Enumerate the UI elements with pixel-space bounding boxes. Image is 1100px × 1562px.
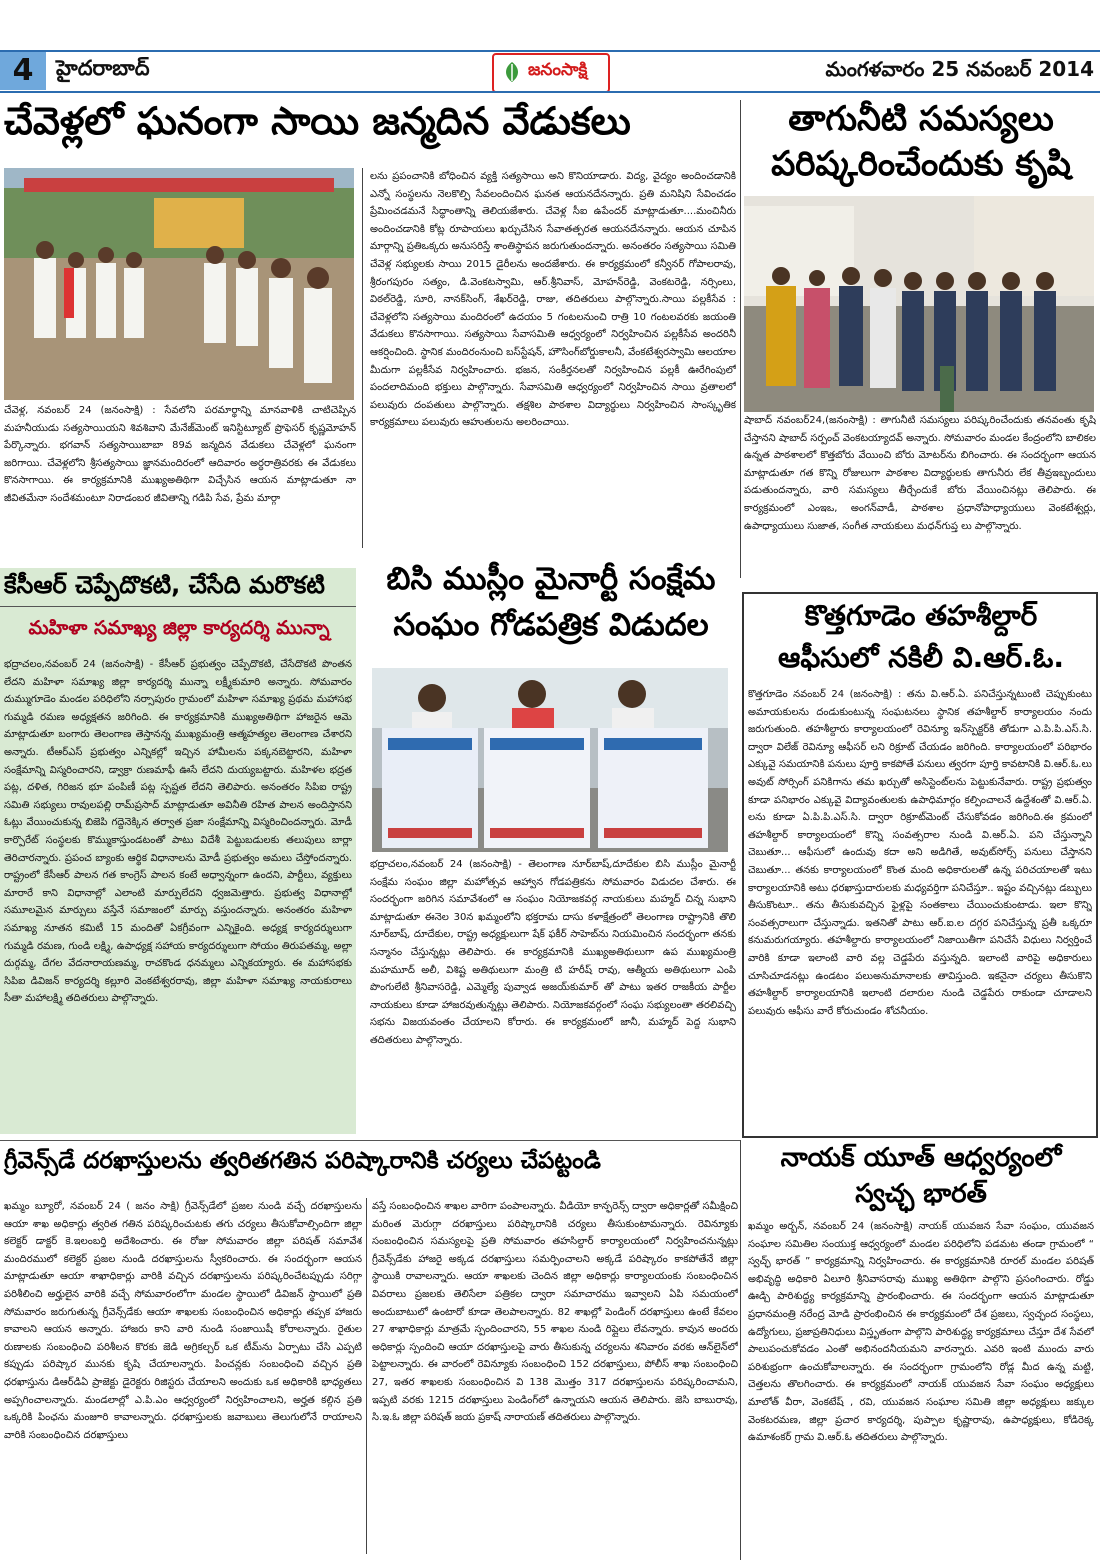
nayak-headline-line-1: నాయక్ యూత్ ఆధ్వర్యంలో [780, 1143, 1062, 1173]
nayak-headline-line-2: స్వచ్ఛ భారత్ [855, 1179, 987, 1209]
leaf-logo-icon [500, 60, 524, 88]
water-headline-line-1: తాగునీటి సమస్యలు [788, 99, 1054, 139]
newspaper-logo [492, 53, 610, 93]
masthead-top-rule [0, 50, 1100, 52]
kcr-subheadline-rule [0, 606, 356, 607]
page-number: 4 [0, 52, 46, 90]
kothagudem-headline-line-2: ఆఫీసులో నకిలీ వి.ఆర్.ఓ. [778, 641, 1064, 674]
grievance-top-rule [0, 1140, 740, 1141]
bc-headline-line-1: బిసి ముస్లీం మైనార్టీ సంక్షేమ [386, 561, 716, 597]
kcr-subheadline: మహిళా సమాఖ్య జిల్లా కార్యదర్శి మున్నా [28, 617, 330, 639]
kothagudem-headline-line-1: కొత్తగూడెం తహశీల్దార్ [804, 599, 1038, 632]
sai-body-left: చేవెళ్ల, నవంబర్ 24 (జనంసాక్షి) : సేవలోని పరమార్థాన్ని మానవాళికి చాటిచెప్పిన మహనీయుడు సత్యసాయియని శివశివాని మేనేజ్‌మెంట్ ఇనిస్టిట్యూట్ ప్రొఫెసర్ కృష్ణమోహన్ పేర్కొన్నారు. భగవాన్ సత్యసాయిబాబా 89వ జన్మదిన వేడుకలు చేవెళ్లలో ఘనంగా జరిగాయి. చేవెళ్లలోని శ్రీసత్యసాయి జ్ఞానమందిరంలో ఆదివారం అర్ధరాత్రివరకు ఈ వేడుకలు కొనసాగాయి. ఈ కార్యక్రమానికి ముఖ్యఅతిథిగా విచ్చేసిన ఆయన మాట్లాడుతూ నా జీవితమేనా సందేశమంటూ నిరాడంబర జీవితాన్ని గడిపి సేవ, ప్రేమ మార్గా [4, 405, 356, 504]
bc-headline-line-2: సంఘం గోడపత్రిక విడుదల [393, 607, 709, 643]
column-divider [740, 100, 741, 578]
column-divider [362, 168, 363, 548]
bc-body: భద్రాచలం,నవంబర్ 24 (జనంసాక్షి) - తెలంగాణ నూర్‌బాష్,దూదేకుల బిసి ముస్లీం మైనార్టీ సంక్షేమ సంఘం జిల్లా మహోత్సవ ఆహ్వాన గోడపత్రికను సోమవారం విడుదల చేశారు. ఈ సందర్భంగా జరిగిన సమావేశంలో ఆ సంఘం నియోజకవర్గ నాయకులు మహ్మద్ చిన్న సుభాని మాట్లాడుతూ ఈనెల 30న ఖమ్మంలోని భక్తరామ దాసు కళాక్షేత్రంలో తెలంగాణ రాష్ట్రానికి తొలి నూర్‌బాష్, దూదేకుల, రాష్ట్ర అధ్యక్షులుగా షేక్ ఫకీర్ సాహెబ్‌ను నియమించిన సందర్భంగా తనకు సన్మానం చేస్తున్నట్లు తెలిపారు. ఈ కార్యక్రమానికి ముఖ్యఅతిథులుగా ఉప ముఖ్యమంత్రి మహమూద్ అలీ, విశిష్ట అతిథులుగా మంత్రి టి హరీష్ రావు, ఆత్మీయ అతిథులుగా ఎంపి పొంగులేటి శ్రీనివాసరెడ్డి, ఎమ్మెల్యే పువ్వాడ అజయ్‌కుమార్ తో పాటు ఇతర రాజకీయ పార్టీల నాయకులు కూడా హాజరవుతున్నట్లు తెలిపారు. నియోజకవర్గంలో సంఘ సభ్యులంతా తరలివచ్చి సభను విజయవంతం చేయాలని కోరారు. ఈ కార్యక్రమంలో జానీ, మహ్మద్ పెద్ద సుభాని తదితరులు పాల్గొన్నారు. [370, 859, 736, 1046]
logo-text: జనంసాక్షి [528, 60, 588, 80]
kcr-body: భద్రాచలం,నవంబర్ 24 (జనంసాక్షి) - కేసీఆర్ ప్రభుత్వం చెప్పేదొకటి, చేసేదొకటి పొంతన లేదని మహిళా సమాఖ్య జిల్లా కార్యదర్శి మున్నా లక్ష్మీకుమారి అన్నారు. సోమవారం దుమ్ముగూడెం మండల పరిధిలోని నర్సాపురం గ్రామంలో మహిళా సమాఖ్య ప్రథమ మహాసభ గుమ్మడి రమణ అధ్యక్షతన జరిగింది. ఈ కార్యక్రమానికి ముఖ్యఅతిథిగా హాజరైన ఆమె మాట్లాడుతూ బంగారు తెలంగాణ తెస్తానన్న ముఖ్యమంత్రి ఆత్మహత్యల తెలంగాణ చేశారని అన్నారు. టీఆర్ఎస్ ప్రభుత్వం ఎన్నికల్లో ఇచ్చిన హామీలను పక్కనబెట్టారని, మహిళా సంక్షేమాన్ని విస్మరించారని, డ్వాక్రా రుణమాఫీ ఊసే లేదని దుయ్యబట్టారు. మహిళల భద్రత పట్ల, దళిత, గిరిజన భూ పంపిణీ పట్ల స్పష్టత లేదని తెలిపారు. అనంతరం సిపిఐ రాష్ట్ర సమితి సభ్యులు రావులపల్లి రామ్‌ప్రసాద్ మాట్లాడుతూ అవినీతి రహిత పాలన అందిస్తానని ఓట్లు వేయించుకున్న బిజెపి గద్దెనెక్కిన తర్వాత ప్రజా సంక్షేమాన్ని విస్మరించిందన్నారు. మోడీ కార్పొరేట్ సంస్థలకు కొమ్ముకాస్తుండటంతో పాటు విదేశీ పెట్టుబడులకు తలుపులు బార్లా తెరిచారన్నారు. ప్రపంచ బ్యాంకు ఆర్థిక విధానాలను మోడీ ప్రభుత్వం అమలు చేస్తోందన్నారు. రాష్ట్రంలో కేసీఆర్ పాలన గత కాంగ్రెస్ పాలన కంటే అధ్వాన్నంగా ఉందని, పార్టీలు, వ్యక్తులు మారారే కాని విధానాల్లో ఎలాంటి మార్పులేదని ధ్వజమెత్తారు. ప్రభుత్వ విధానాల్లో సమూలమైన మార్పులు వస్తేనే సమాజంలో మార్పు వస్తుందన్నారు. అనంతరం మహిళా సమాఖ్య నూతన కమిటీ 15 మందితో ఏకగ్రీవంగా ఎన్నికైంది. అధ్యక్ష కార్యదర్శులుగా గుమ్మడి రమణ, గుండి లక్ష్మి, ఉపాధ్యక్ష సహాయ కార్యదర్శులుగా సోయం తిరుపతమ్మ, అల్లా దుర్గమ్మ, దేగల వేదనారాయణమ్మ, రాచకొండ ధనమ్మలు ఎన్నికయ్యారు. ఈ మహాసభకు సిపిఐ డివిజన్ కార్యదర్శి కల్లూరి వెంకటేశ్వరరావు, జిల్లా మహిళా సమాఖ్య నాయకురాలు సీతా మహాలక్ష్మి తదితరులు పాల్గొన్నారు. [4, 659, 352, 1005]
grievance-headline: గ్రీవెన్స్‌డే దరఖాస్తులను త్వరితగతిన పరిష్కారానికి చర్యలు చేపట్టండి [4, 1148, 601, 1174]
water-headline-line-2: పరిష్కరించేందుకు కృషి [771, 144, 1071, 184]
grievance-body-mid: వస్తే సంబంధించిన శాఖల వారిగా పంపాలన్నారు. వీడియో కాన్ఫరెన్స్ ద్వారా అధికార్లతో సమీక్షించి మరింత మెరుగ్గా దరఖాస్తులు పరిష్కారానికి చర్యలు తీసుకుంటామన్నారు. రెవిన్యూకు సంబంధించిన సమస్యలపై ప్రతి సోమవారం తహసిల్దార్ కార్యాలయంలో నిర్వహించనున్నట్లు గ్రీవెన్స్‌డేకు హాజరై అక్కడ దరఖాస్తులు సమర్పించాలని అక్కడే పరిష్కారం కాకపోతేనే జిల్లా స్థాయికి రావాలన్నారు. ఆయా శాఖలకు చెందిన జిల్లా అధికార్లు కార్యాలయంకు సంబంధించిన వివరాలు ప్రజలకు తెలిసేలా పత్రికల ద్వారా సమాచారము ఇవ్వాలని ఏపి సమయంలో అందుబాటులో ఉంటారో కూడా తెలపాలన్నారు. 82 శాఖల్లో పెండింగ్ దరఖాస్తులు ఉంటే కేవలం 27 శాఖాధికార్లు మాత్రమే స్పందించారని, 55 శాఖల నుండి రిప్లైలు లేవన్నారు. కావున అందరు అధికార్లు స్పందించి ఆయా దరఖాస్తులపై వారు తీసుకున్న చర్యలను శనివారం వరకు ఆన్‌లైన్‌లో పెట్టాలన్నారు. ఈ వారంలో రెవిన్యూకు సంబంధించి 152 దరఖాస్తులు, పోలీస్ శాఖ సంబంధించి 27, ఇతర శాఖలకు సంబంధించిన వి 138 మొత్తం 317 దరఖాస్తులను పరిష్కరించామని, ఇప్పటి వరకు 1215 దరఖాస్తులు పెండింగ్‌లో ఉన్నాయని ఆయన తెలిపారు. జెసి బాబురావు, సి.ఇ.ఓ జిల్లా పరిషత్ జయ ప్రకాష్ నారాయణ్ తదితరులు పాల్గొన్నారు. [372, 1201, 738, 1424]
issue-date: మంగళవారం 25 నవంబర్ 2014 [825, 57, 1094, 81]
kothagudem-body: కొత్తగూడెం నవంబర్ 24 (జనంసాక్షి) : తను వి.ఆర్.ఏ. పనిచేస్తున్నటుంటి చెప్పుకుంటు అమాయకులను దండుకుంటున్న సంఘటనలు స్థానిక తహశీల్దార్ కార్యాలయం నందు జరుగుతుంది. తహశీల్దారు కార్యాలయంలో రెవిన్యూ ఇన్‌స్పెక్టర్‌కి తోడుగా ఎ.పి.పి.ఎస్.సి. ద్వారా విలేజ్ రెవిన్యూ ఆఫీసర్ లని రిక్రూట్ చేయడం జరిగింది. కార్యాలయంలో పరిభారం ఎక్కువై సమయానికి పనులు పూర్తి కాకపోతే పనులు త్వరగా పూర్తి కావటానికి వి.ఆర్.ఓ.లు అవుట్ సోర్సింగ్ పనికిగాను తమ ఖర్చుతో అసిస్టెంట్‌లను పెట్టుకునేవారు. రాష్ట్ర ప్రభుత్వం కూడా పనిభారం ఎక్కువై విద్యావంతులకు ఉపాధిమార్గం కల్పించాలనే ఉద్దేశంతో వి.ఆర్.ఏ. లను కూడా ఏ.పి.పి.ఎస్.సి. ద్వారా రిక్రూట్‌మెంట్ చేసుకోవడం జరిగింది.ఈ క్రమంలో తహశీల్దార్ కార్యాలయంలో కొన్ని సంవత్సరాల నుండి వి.ఆర్.ఏ. పని చేస్తున్నాని చెబుతూ... ఆఫీసులో ఉందువు కదా అని అడిగితే, అవుట్‌సోర్స్ పనులు చేస్తానని చెబుతూ... తనకు కార్యాలయంలో కొంత మంది అధికారులతో ఉన్న పరిచయాలతో ఇటు కార్యాలయానికి అటు ధరఖాస్తుదారులకు మధ్యవర్తిగా పనిచేస్తూ.. ఇష్టం వచ్చినట్లు డబ్బులు తీసుకొంటూ.. తను తీసుకువచ్చిన ఫైళ్లపై సంతకాలు చేయించుకుంటాడు. ఇలా కొన్ని సంవత్సరాలుగా చేస్తున్నాడు. ఇతనితో పాటు ఆర్.ఐ.ల దగ్గర పనిచేస్తున్న ప్రతీ ఒక్కరూ కనుమరుగయ్యారు. తహశీల్దారు కార్యాలయంలో నిజాయితీగా పనిచేసే విధులు నిర్వర్తించే వారికి కూడా ఇలాంటి వారి వల్ల చెడ్డపేరు వస్తున్నది. ఇలాంటి వారిపై అధికారులు చూసిచూడనట్లు ఉండటం పలుఅనుమానాలకు తావిస్తుంది. ఇకనైనా చర్యలు తీసుకొని తహశీల్దార్ కార్యాలయానికి ఇలాంటి దలారుల నుండి చెడ్డపేరు రాకుండా చూడాలని పలువురు ఆఫీసు వారే కోరుచుండం శోచనీయం. [748, 689, 1092, 1017]
nayak-body: ఖమ్మం అర్బన్, నవంబర్ 24 (జనంసాక్షి) నాయక్ యువజన సేవా సంఘం, యువజన సంఘాల సమితిల సంయుక్త ఆధ్వర్యంలో మండల పరిధిలోని పడమట తండా గ్రామంలో “ స్వచ్ఛ్ భారత్ ” కార్యక్రమాన్ని నిర్వహించారు. ఈ కార్యక్రమానికి రూరల్ మండల పరిషత్ అభివృద్ధి అధికారి ఏలూరి శ్రీనివాసరావు ముఖ్య అతిథిగా పాల్గొని ప్రసంగించారు. రోడ్డు ఊడ్చి పారిశుద్ధ్య కార్యక్రమాన్ని ప్రారంభించారు. ఈ సందర్భంగా ఆయన మాట్లాడుతూ ప్రధానమంత్రి నరేంద్ర మోడి ప్రారంభించిన ఈ కార్యక్రమంలో దేశ ప్రజలు, స్వచ్ఛంద సంస్థలు, ఉద్యోగులు, ప్రజాప్రతినిధులు విస్తృతంగా పాల్గొని పారిశుద్ధ్య కార్యక్రమాలు చేస్తూ దేశ సేవలో పాలుపంచుకోవడం ఎంతో అభినందనీయమని వారన్నారు. ఎవరి ఇంటి ముందు వారు పరిశుభ్రంగా ఉంచుకోవాలన్నారు. ఈ సందర్భంగా గ్రామంలోని రోడ్ల మీద ఉన్న మట్టి, చెత్తలను తొలగించారు. ఈ కార్యక్రమంలో నాయక్ యువజన సేవా సంఘం అధ్యక్షులు మాలోత్ వీరా, వెంకటేష్ , రవి, యువజన సంఘాల సమితి జిల్లా అధ్యక్షులు జక్కుల వెంకటరమణ, జిల్లా ప్రచార కార్యదర్శి, పుప్పాల కృష్ణారావు, ఉపాధ్యక్షులు, కోడిరెక్క ఉమాశంకర్ గ్రామ వి.ఆర్.ఓ తదితరులు పాల్గొన్నారు. [748, 1221, 1094, 1444]
water-borewell-photo [744, 196, 1094, 412]
edition-city: హైదరాబాద్ [56, 56, 150, 80]
sai-headline: చేవెళ్లలో ఘనంగా సాయి జన్మదిన వేడుకలు [4, 99, 631, 143]
column-divider [366, 1198, 367, 1554]
water-body: షాబాద్ నవంబర్24,(జనంసాక్షి) : తాగునీటి సమస్యలు పరిష్కరించేందుకు తనవంతు కృషి చేస్తానని షాబాద్ సర్పంచ్ వెంకటయ్యాదవ్ అన్నారు. సోమవారం మండల కేంద్రంలోని బాలికల ఉన్నత పాఠశాలలో కొత్తబోరు వేయించి బోరు మోటర్‌ను బిగించారు. ఈ సందర్భంగా ఆయన మాట్లాడుతూ గత కొన్ని రోజులుగా పాఠశాల విద్యార్థులకు తాగునీరు లేక తీవ్రఇబ్బందులు పడుతుందన్నారు, వారి సమస్యలు తీర్చేందుకే బోరు వేయించినట్లు తెలిపారు. ఈ కార్యక్రమంలో ఎంఇఒ, అంగన్‌వాడీ, పాఠశాల ప్రధానోపాధ్యాయులు వెంకటేశ్వర్లు, ఉపాధ్యాయులు సుజాత, సంగీత నాయకులు మధన్‌గుప్త లు పాల్గొన్నారు. [744, 415, 1096, 532]
masthead-bottom-rule [0, 91, 1100, 93]
sai-event-photo [4, 168, 354, 400]
sai-body-mid: లను ప్రపంచానికి బోధించిన వ్యక్తి సత్యసాయి అని కొనియాడారు. విద్య, వైద్యం అందించడానికి ఎన్నో సంస్థలను నెలకొల్పి సేవలందించిన ఘనత ఆయనదేనన్నారు. ప్రతి మనిషిని సేవించడం ప్రేమించడమనే సిద్ధాంతాన్ని తెలియజేశారు. చేవెళ్ల సీఐ ఉపేందర్ మాట్లాడుతూ....మంచినీరు అందించడానికి కోట్ల రూపాయలు ఖర్చుచేసిన సేవాతత్పరత ఆయనదేనన్నారు. ఆయన చూపిన మార్గాన్ని ప్రతిఒక్కరు అనుసరిస్తే శాంతిస్థాపన జరుగుతుందన్నారు. అనంతరం సత్యసాయి సమితి చేవెళ్ల సభ్యులకు సాయి 2015 డైరీలను అందజేశారు. ఈ కార్యక్రమంలో కన్వీనర్ గోపాలరావు, శ్రీరంగపురం సత్యం, డి.వెంకటస్వామి, ఆర్.శ్రీనివాస్, మోహన్‌రెడ్డి, వెంకటరెడ్డి, నర్సింలు, విఠల్‌రెడ్డి, సూరి, నానక్‌సింగ్, శేఖర్‌రెడ్డి, రాజు, తదితరులు పాల్గొన్నారు.సాయి పల్లకీసేవ : చేవెళ్లలోని సత్యసాయి మందిరంలో ఉదయం 5 గంటలనుంచి రాత్రి 10 గంటలవరకు జయంతి వేడుకలు కొనసాగాయి. సత్యసాయి సేవాసమితి ఆధ్వర్యంలో నిర్వహించిన పల్లకీసేవ అందరినీ ఆకర్షించింది. స్థానిక మందిరంనుంచి బస్‌స్టేషన్, హౌసింగ్‌బోర్డుకాలనీ, వేంకటేశ్వరస్వామి ఆలయాల మీదుగా పల్లకీసేవ నిర్వహించారు. భజన, సంకీర్తనలతో నిర్వహించిన పల్లకీ ఊరేగింపులో పందలాదిమంది భక్తులు పాల్గొన్నారు. సేవాసమితి ఆధ్వర్యంలో నిర్వహించిన సాయి వ్రతాలలో పలువురు దంపతులు పాల్గొన్నారు. తక్షశిల పాఠశాల విద్యార్థులు నిర్వహించిన సాంస్కృతిక కార్యక్రమాలు పలువురు ఆహుతులను అలరించాయి. [370, 171, 736, 429]
bc-poster-release-photo [372, 668, 728, 852]
kcr-headline: కేసీఆర్ చెప్పేదొకటి, చేసేది మరొకటి [4, 571, 325, 599]
column-divider [740, 1140, 741, 1560]
grievance-body-left: ఖమ్మం బ్యూరో, నవంబర్ 24 ( జనం సాక్షి) గ్రీవెన్స్‌డేలో ప్రజల నుండి వచ్చే దరఖాస్తులను ఆయా శాఖ అధికార్లు త్వరిత గతిన పరిష్కరించుటకు తగు చర్యలు తీసుకోవాల్సిందిగా జిల్లా కలెక్టర్ డాక్టర్ కె.ఇలంబర్తి అదేశించారు. ఈ రోజు సోమవారం జిల్లా పరిషత్ సమావేశ మందిరములో కలెక్టర్ ప్రజల నుండి దరఖాస్తులను స్వీకరించారు. ఈ సందర్భంగా ఆయన మాట్లాడుతూ ఆయా శాఖాధికార్లు వారికి వచ్చిన దరఖాస్తులను పరిష్కరించేటప్పుడు సరిగ్గా పరిశీలించి అర్హులైన వారికి వచ్చే సోమవారంలోగా మండల స్థాయిలో డివిజన్ స్థాయిలో ప్రతి సోమవారం జరుగుతున్న గ్రీవెన్స్‌డేకు ఆయా శాఖలకు సంబంధించిన అధికార్లు తప్పక హాజరు కావాలని ఆయన అన్నారు. హాజరు కాని వారి నుండి సంజాయిషీ కోరాలన్నారు. రైతుల రుణాలకు సంబంధించి పరిశీలన కొరకు జెడి అగ్రికల్చర్ ఒక టీమ్‌ను ఏర్పాటు చేసి ఎప్పటి కప్పుడు పరిష్కార మునకు కృషి చేయాలన్నారు. పించన్లకు సంబంధించి వచ్చిన ప్రతి ధరఖాస్తును డిఆర్‌డిఏ ప్రాజెక్టు డైరెక్టరు రిజిస్టరు చేయాలని అందుకు ఒక అధికారికి భాధ్యతలు అప్పగించాలన్నారు. మండలాల్లో ఎ.పి.ఎం ఆధ్వర్యంలో నిర్వహించాలని, అర్హత కల్గిన ప్రతి ఒక్కరికి పింఛను మంజూరి కావాలన్నారు. ధరఖాస్తులకు జవాబులు తెలుగులోనే రాయాలని వారికి సంబంధించిన దరఖాస్తులు [4, 1201, 362, 1441]
